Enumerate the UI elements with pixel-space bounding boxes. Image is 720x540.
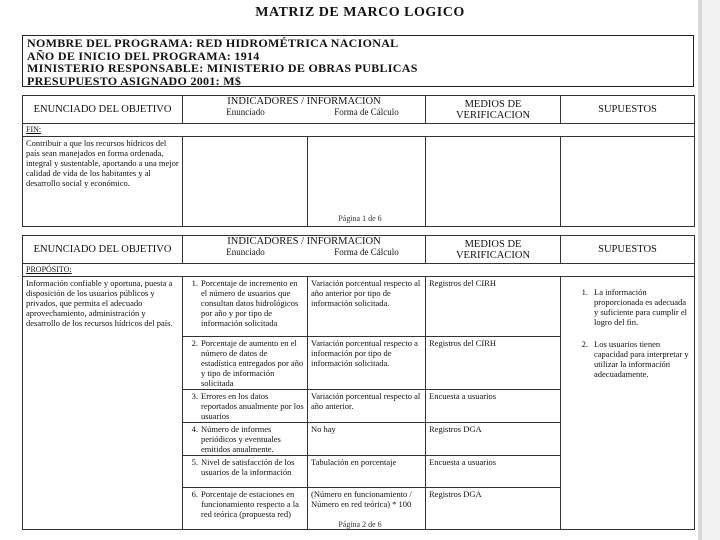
responsible-ministry: MINISTERIO RESPONSABLE: MINISTERIO DE OBRAS PUBLICAS <box>27 61 418 75</box>
fin-medios-cell <box>426 137 561 227</box>
indicator-1-enunciado <box>183 277 308 337</box>
indicator-3-num: 3. <box>191 391 198 401</box>
program-info-box <box>22 35 694 87</box>
header-objetivo: ENUNCIADO DEL OBJETIVO <box>23 96 183 124</box>
header-forma-2: Forma de Cálculo <box>334 247 399 257</box>
header-enunciado-2: Enunciado <box>226 247 265 257</box>
indicator-5-text: Nivel de satisfacción de los usuarios de la información <box>201 457 295 477</box>
supuesto-1-num: 1. <box>581 287 588 297</box>
proposito-supuestos-cell <box>561 277 695 530</box>
header-indicadores: INDICADORES / INFORMACION <box>227 96 381 107</box>
indicator-4-forma: No hay <box>308 423 426 456</box>
proposito-label: PROPÓSITO: <box>23 264 695 277</box>
matrix-table-fin <box>22 95 695 227</box>
header-indicadores-2: INDICADORES / INFORMACION <box>227 236 381 247</box>
indicator-5-forma: Tabulación en porcentaje <box>308 456 426 488</box>
page-footer-2: Página 2 de 6 <box>338 520 382 529</box>
header-forma: Forma de Cálculo <box>334 107 399 117</box>
page-footer-1: Página 1 de 6 <box>338 214 382 223</box>
indicator-5-medio: Encuesta a usuarios <box>426 456 561 488</box>
indicator-1-text: Porcentaje de incremento en el número de usuarios que consultan datos hidrológicos por año y por tipo de información solicitada <box>201 278 299 328</box>
indicator-4-enunciado <box>183 423 308 456</box>
indicator-3-forma: Variación porcentual respecto al año anterior. <box>308 390 426 423</box>
header-indicadores-group-2 <box>183 236 426 264</box>
program-start-year: AÑO DE INICIO DEL PROGRAMA: 1914 <box>27 48 260 63</box>
indicator-6-num: 6. <box>191 489 198 499</box>
header-objetivo-2: ENUNCIADO DEL OBJETIVO <box>23 236 183 264</box>
indicator-6-text: Porcentaje de estaciones en funcionamiento respecto a la red teórica (propuesta red) <box>201 489 299 519</box>
indicator-3-medio: Encuesta a usuarios <box>426 390 561 423</box>
assigned-budget: PRESUPUESTO ASIGNADO 2001: M$ <box>27 73 242 88</box>
window-edge-bar <box>698 0 702 540</box>
indicator-6-forma: (Número en funcionamiento / Número en red teórica) * 100 <box>308 488 426 530</box>
page-title: MATRIZ DE MARCO LOGICO <box>255 5 465 20</box>
header-enunciado: Enunciado <box>226 107 265 117</box>
indicator-2-enunciado <box>183 337 308 390</box>
indicator-2-forma: Variación porcentual respecto a información por tipo de información solicitada. <box>308 337 426 390</box>
indicator-5-enunciado <box>183 456 308 488</box>
fin-objective-text: Contribuir a que los recursos hídricos del país sean manejados en forma ordenada, integral y sustentable, aportando a una mejor calidad de vida de los habitantes y al desarrollo social y económico. <box>23 137 183 227</box>
supuesto-2-num: 2. <box>581 339 588 349</box>
supuesto-1 <box>564 287 691 327</box>
header-medios-2: MEDIOS DE VERIFICACION <box>426 236 561 264</box>
header-supuestos-2: SUPUESTOS <box>561 236 695 264</box>
indicator-1-num: 1. <box>191 278 198 288</box>
indicator-2-medio: Registros del CIRH <box>426 337 561 390</box>
supuesto-1-text: La información proporcionada es adecuada y suficiente para cumplir el logro del fin. <box>594 287 687 327</box>
header-medios: MEDIOS DE VERIFICACION <box>426 96 561 124</box>
fin-forma-cell <box>308 137 426 227</box>
indicator-4-text: Número de informes periódicos y eventuales emitidos anualmente. <box>201 424 281 454</box>
fin-label: FIN: <box>23 124 695 137</box>
program-name: NOMBRE DEL PROGRAMA: RED HIDROMÉTRICA NACIONAL <box>27 36 399 50</box>
indicator-2-text: Porcentaje de aumento en el número de datos de estadística entregados por año y tipo de información solicitada <box>201 338 304 388</box>
supuesto-2-text: Los usuarios tienen capacidad para interpretar y utilizar la información adecuadamente. <box>594 339 689 379</box>
indicator-5-num: 5. <box>191 457 198 467</box>
matrix-table-proposito <box>22 235 695 530</box>
fin-supuestos-cell <box>561 137 695 227</box>
indicator-4-num: 4. <box>191 424 198 434</box>
indicator-4-medio: Registros DGA <box>426 423 561 456</box>
indicator-1-medio: Registros del CIRH <box>426 277 561 337</box>
indicator-3-enunciado <box>183 390 308 423</box>
indicator-1-forma: Variación porcentual respecto al año anterior por tipo de información solicitada. <box>308 277 426 337</box>
fin-enunciado-cell <box>183 137 308 227</box>
indicator-6-medio: Registros DGA <box>426 488 561 530</box>
proposito-objective-text: Información confiable y oportuna, puesta a disposición de los usuarios públicos y privados, que permita el adecuado aprovechamiento, administración y desarrollo de los recursos hídricos del país. <box>23 277 183 530</box>
indicator-3-text: Errores en los datos reportados anualmente por los usuarios <box>201 391 304 421</box>
header-supuestos: SUPUESTOS <box>561 96 695 124</box>
supuesto-2 <box>564 339 691 379</box>
indicator-2-num: 2. <box>191 338 198 348</box>
header-indicadores-group <box>183 96 426 124</box>
window-right-edge <box>698 0 720 540</box>
